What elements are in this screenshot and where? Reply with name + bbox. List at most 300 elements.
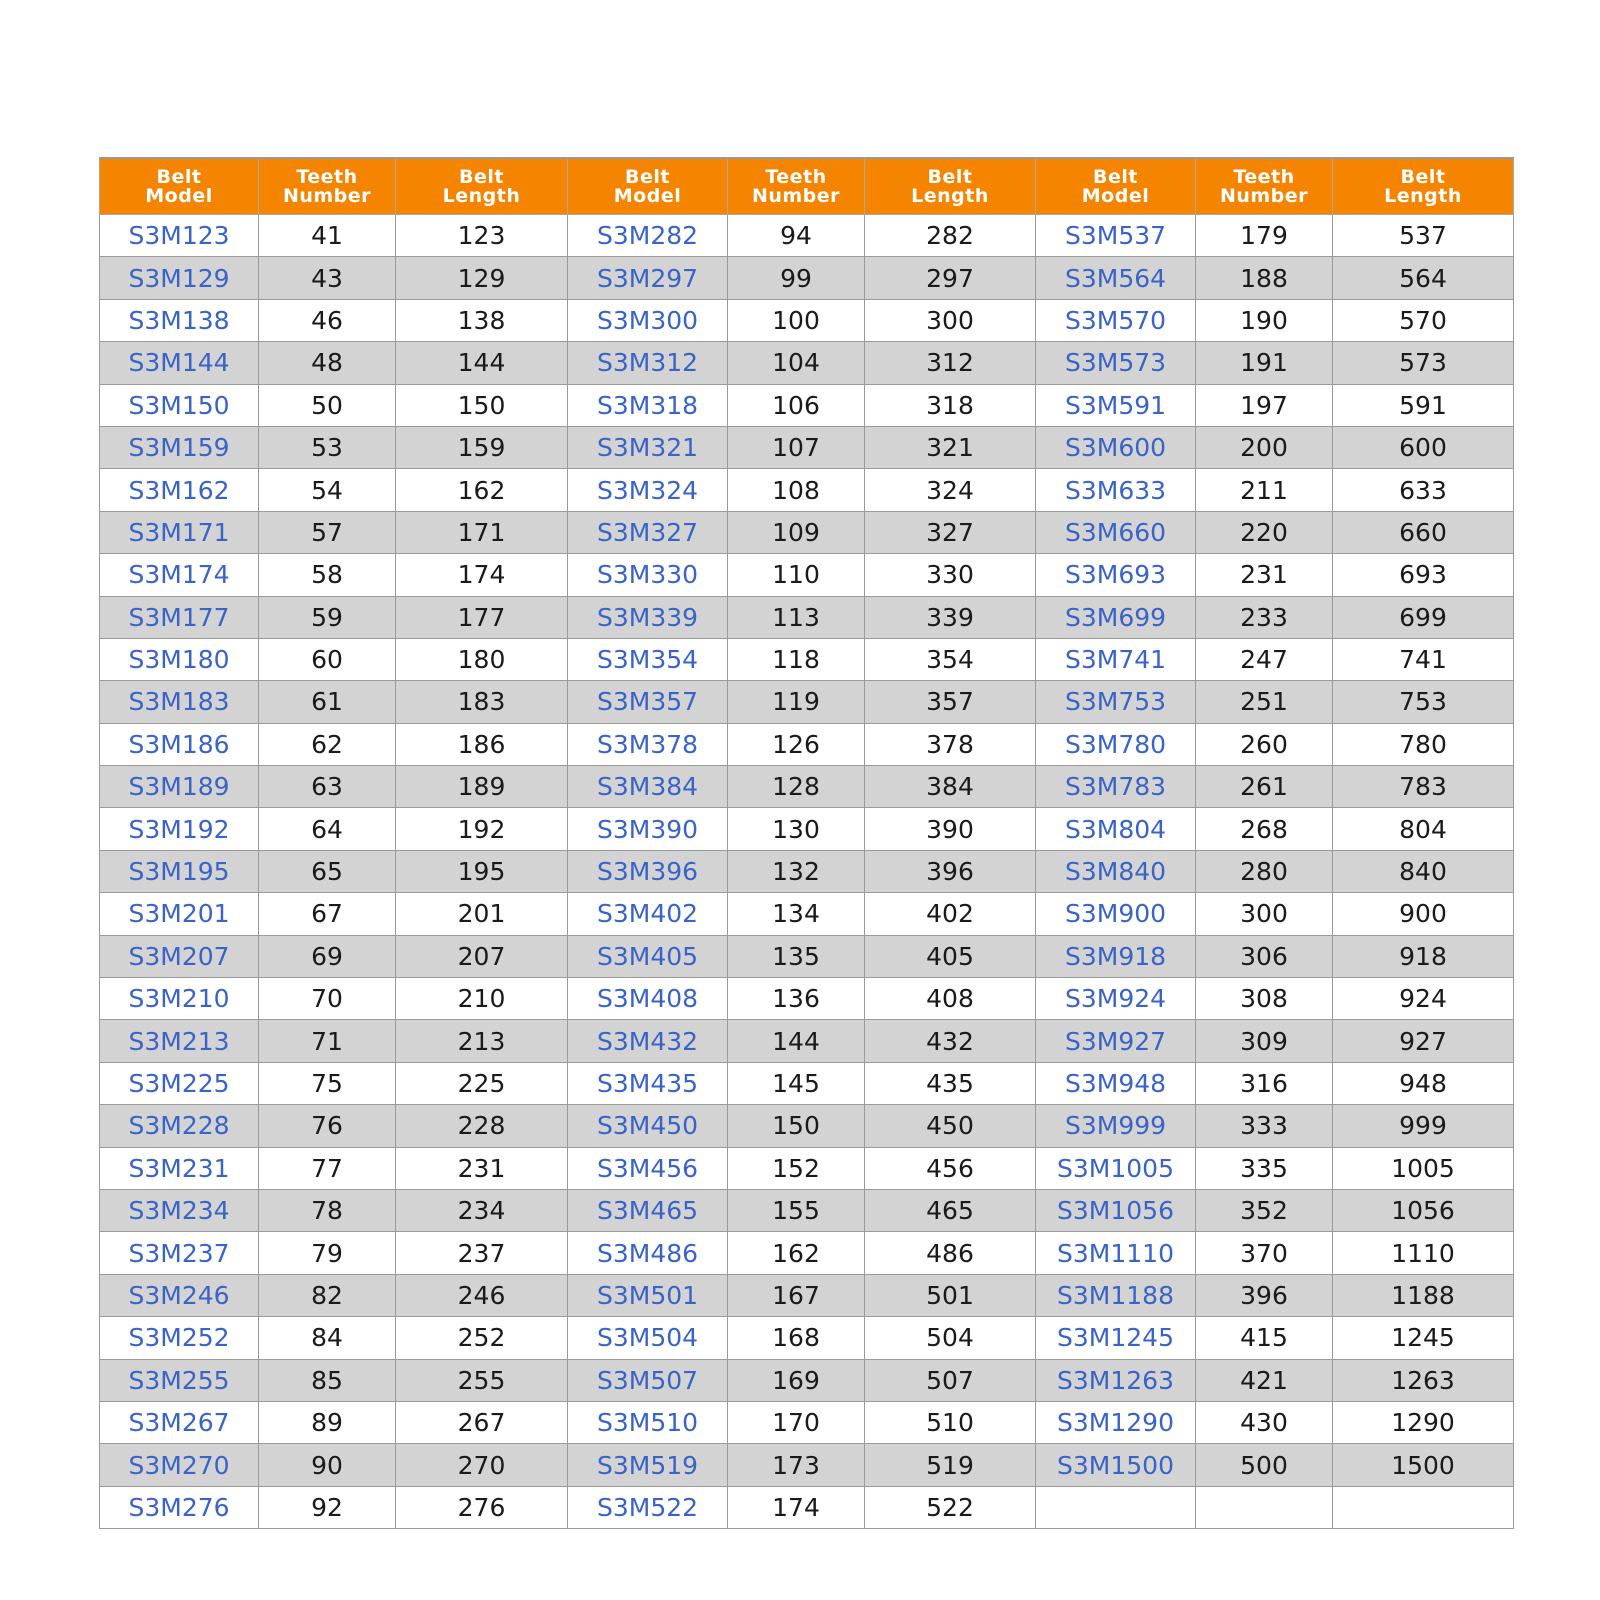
belt-length-cell: 753 [1333,681,1514,723]
belt-length-cell: 1500 [1333,1444,1514,1486]
belt-model-cell [100,935,259,977]
table-row [100,638,1514,680]
belt-model-link[interactable]: S3M1110 [1057,1238,1174,1268]
belt-model-link[interactable]: S3M189 [128,772,230,802]
belt-model-link[interactable]: S3M129 [128,263,230,293]
teeth-number-cell: 90 [259,1444,396,1486]
belt-model-link[interactable]: S3M783 [1064,772,1167,802]
table-row [100,766,1514,808]
belt-model-cell [100,638,259,680]
teeth-number-cell: 50 [259,384,396,426]
belt-model-cell [100,1274,259,1316]
belt-length-cell: 408 [865,978,1036,1020]
belt-length-cell: 384 [865,766,1036,808]
belt-model-cell [1036,808,1196,850]
belt-model-link[interactable]: S3M600 [1064,433,1167,463]
belt-model-link[interactable]: S3M339 [596,602,699,632]
teeth-number-cell: 43 [259,257,396,299]
header-belt-length-1: Belt Length [396,158,568,215]
belt-length-cell: 150 [396,384,568,426]
teeth-number-cell: 306 [1196,935,1333,977]
table-row [100,1401,1514,1443]
belt-length-cell: 144 [396,342,568,384]
belt-model-cell [568,1062,728,1104]
teeth-number-cell: 170 [728,1401,865,1443]
teeth-number-cell: 415 [1196,1317,1333,1359]
belt-model-link[interactable]: S3M660 [1064,517,1167,547]
table-row [100,342,1514,384]
teeth-number-cell: 220 [1196,511,1333,553]
belt-model-cell [100,978,259,1020]
teeth-number-cell: 370 [1196,1232,1333,1274]
belt-length-cell: 201 [396,893,568,935]
belt-model-link[interactable]: S3M693 [1064,560,1167,590]
belt-model-cell [568,681,728,723]
teeth-number-cell: 63 [259,766,396,808]
teeth-number-cell: 58 [259,554,396,596]
belt-model-cell [100,1232,259,1274]
belt-model-link[interactable]: S3M324 [596,475,699,505]
teeth-number-cell: 41 [259,215,396,257]
header-teeth-number-3: Teeth Number [1196,158,1333,215]
belt-length-cell: 225 [396,1062,568,1104]
belt-model-link[interactable]: S3M252 [128,1323,230,1353]
belt-model-cell [100,1147,259,1189]
header-row [100,158,1514,215]
belt-model-link[interactable]: S3M537 [1064,221,1167,251]
belt-length-cell: 339 [865,596,1036,638]
belt-model-cell [100,723,259,765]
belt-model-link[interactable]: S3M741 [1064,645,1167,675]
belt-length-cell: 522 [865,1486,1036,1528]
teeth-number-cell: 118 [728,638,865,680]
belt-model-link[interactable]: S3M804 [1064,814,1167,844]
belt-length-cell: 189 [396,766,568,808]
belt-length-cell: 573 [1333,342,1514,384]
table-row [100,681,1514,723]
belt-length-cell: 270 [396,1444,568,1486]
teeth-number-cell: 268 [1196,808,1333,850]
belt-model-link[interactable]: S3M840 [1064,857,1167,887]
belt-length-cell: 129 [396,257,568,299]
belt-model-link[interactable]: S3M900 [1064,899,1167,929]
belt-model-link[interactable]: S3M504 [596,1323,699,1353]
belt-model-cell [568,808,728,850]
belt-model-cell [100,1317,259,1359]
belt-length-cell: 327 [865,511,1036,553]
belt-length-cell: 324 [865,469,1036,511]
belt-length-cell: 507 [865,1359,1036,1401]
belt-model-link[interactable]: S3M1245 [1057,1323,1174,1353]
belt-length-cell: 699 [1333,596,1514,638]
teeth-number-cell: 500 [1196,1444,1333,1486]
teeth-number-cell: 79 [259,1232,396,1274]
belt-model-link[interactable]: S3M1500 [1057,1450,1174,1480]
belt-length-cell: 276 [396,1486,568,1528]
belt-model-link[interactable]: S3M270 [128,1450,230,1480]
belt-length-cell: 840 [1333,850,1514,892]
belt-model-link[interactable]: S3M276 [128,1492,230,1522]
belt-model-cell [1036,766,1196,808]
belt-length-cell: 318 [865,384,1036,426]
table-row [100,978,1514,1020]
teeth-number-cell: 233 [1196,596,1333,638]
teeth-number-cell: 145 [728,1062,865,1104]
belt-model-cell [100,384,259,426]
belt-model-cell [568,766,728,808]
belt-model-cell [100,1189,259,1231]
belt-model-cell [1036,935,1196,977]
belt-model-link[interactable]: S3M213 [128,1026,230,1056]
belt-model-link[interactable]: S3M999 [1064,1111,1167,1141]
belt-model-link[interactable]: S3M327 [596,517,699,547]
belt-length-cell: 321 [865,426,1036,468]
table-row [100,723,1514,765]
teeth-number-cell: 251 [1196,681,1333,723]
header-belt-model-2: Belt Model [568,158,728,215]
belt-model-link[interactable]: S3M564 [1064,263,1167,293]
table-row [100,596,1514,638]
teeth-number-cell: 260 [1196,723,1333,765]
belt-model-link[interactable]: S3M195 [128,857,230,887]
belt-model-cell [100,1062,259,1104]
belt-model-link[interactable]: S3M918 [1064,941,1167,971]
table-row [100,215,1514,257]
teeth-number-cell: 130 [728,808,865,850]
teeth-number-cell: 136 [728,978,865,1020]
belt-length-cell: 432 [865,1020,1036,1062]
table-row [100,1274,1514,1316]
teeth-number-cell: 69 [259,935,396,977]
belt-model-link[interactable]: S3M231 [128,1153,230,1183]
belt-model-link[interactable]: S3M255 [128,1365,230,1395]
teeth-number-cell: 144 [728,1020,865,1062]
belt-model-cell [568,215,728,257]
belt-model-cell [568,257,728,299]
belt-model-link[interactable]: S3M207 [128,941,230,971]
belt-length-cell: 1005 [1333,1147,1514,1189]
belt-length-cell: 246 [396,1274,568,1316]
teeth-number-cell: 110 [728,554,865,596]
teeth-number-cell: 107 [728,426,865,468]
belt-model-cell [568,1189,728,1231]
table-row [100,426,1514,468]
belt-model-cell [100,215,259,257]
belt-model-cell [1036,426,1196,468]
header-teeth-number-1: Teeth Number [259,158,396,215]
belt-model-cell [568,850,728,892]
teeth-number-cell: 70 [259,978,396,1020]
belt-length-cell: 162 [396,469,568,511]
belt-model-link[interactable]: S3M177 [128,602,230,632]
belt-model-cell [568,1147,728,1189]
belt-model-link[interactable]: S3M186 [128,729,230,759]
belt-model-link[interactable]: S3M384 [596,772,699,802]
belt-length-cell: 192 [396,808,568,850]
belt-model-link[interactable]: S3M753 [1064,687,1167,717]
belt-model-link[interactable]: S3M321 [596,433,699,463]
table-row [100,1147,1514,1189]
belt-model-link[interactable]: S3M354 [596,645,699,675]
belt-length-cell: 390 [865,808,1036,850]
belt-length-cell: 450 [865,1105,1036,1147]
belt-model-link[interactable]: S3M1290 [1057,1408,1174,1438]
belt-model-link[interactable]: S3M405 [596,941,699,971]
teeth-number-cell: 59 [259,596,396,638]
belt-length-cell: 504 [865,1317,1036,1359]
teeth-number-cell: 167 [728,1274,865,1316]
belt-model-link[interactable]: S3M1263 [1057,1365,1174,1395]
belt-model-link[interactable]: S3M267 [128,1408,230,1438]
belt-model-link[interactable]: S3M432 [596,1026,699,1056]
belt-model-link[interactable]: S3M300 [596,305,699,335]
teeth-number-cell: 308 [1196,978,1333,1020]
belt-model-cell [1036,1317,1196,1359]
belt-model-link[interactable]: S3M633 [1064,475,1167,505]
belt-length-cell: 213 [396,1020,568,1062]
belt-length-cell: 564 [1333,257,1514,299]
belt-model-link[interactable]: S3M435 [596,1069,699,1098]
belt-model-link[interactable]: S3M570 [1064,305,1167,335]
belt-model-link[interactable]: S3M1188 [1057,1280,1174,1310]
belt-model-link[interactable]: S3M927 [1064,1026,1167,1056]
teeth-number-cell: 94 [728,215,865,257]
belt-model-cell [100,554,259,596]
belt-model-link[interactable]: S3M456 [596,1153,699,1183]
teeth-number-cell: 155 [728,1189,865,1231]
belt-length-cell: 186 [396,723,568,765]
teeth-number-cell: 280 [1196,850,1333,892]
teeth-number-cell: 46 [259,299,396,341]
belt-length-cell: 501 [865,1274,1036,1316]
table-row [100,511,1514,553]
table-row [100,554,1514,596]
teeth-number-cell: 76 [259,1105,396,1147]
belt-length-cell: 570 [1333,299,1514,341]
teeth-number-cell: 75 [259,1062,396,1104]
belt-model-link[interactable]: S3M228 [128,1111,230,1141]
belt-model-cell [100,808,259,850]
belt-model-link[interactable]: S3M183 [128,687,230,717]
belt-model-link[interactable]: S3M174 [128,560,230,590]
teeth-number-cell: 300 [1196,893,1333,935]
belt-model-link[interactable]: S3M150 [128,390,230,420]
belt-model-link[interactable]: S3M180 [128,645,230,675]
teeth-number-cell: 65 [259,850,396,892]
belt-model-cell [1036,1444,1196,1486]
belt-model-link[interactable]: S3M510 [596,1408,699,1438]
teeth-number-cell: 71 [259,1020,396,1062]
belt-length-cell: 231 [396,1147,568,1189]
belt-length-cell: 693 [1333,554,1514,596]
belt-model-cell [568,1232,728,1274]
belt-model-link[interactable]: S3M297 [596,263,699,293]
teeth-number-cell: 352 [1196,1189,1333,1231]
belt-length-cell: 195 [396,850,568,892]
belt-model-link[interactable]: S3M486 [596,1238,699,1268]
teeth-number-cell: 197 [1196,384,1333,426]
teeth-number-cell: 57 [259,511,396,553]
belt-model-link[interactable]: S3M1056 [1057,1196,1174,1226]
teeth-number-cell: 62 [259,723,396,765]
belt-length-cell: 357 [865,681,1036,723]
belt-model-cell [568,1401,728,1443]
header-belt-model-1: Belt Model [100,158,259,215]
teeth-number-cell: 119 [728,681,865,723]
belt-length-cell: 465 [865,1189,1036,1231]
belt-model-cell [100,596,259,638]
belt-length-cell: 510 [865,1401,1036,1443]
belt-model-link[interactable]: S3M948 [1064,1069,1167,1098]
belt-length-cell: 252 [396,1317,568,1359]
teeth-number-cell: 104 [728,342,865,384]
belt-model-cell [100,1020,259,1062]
header-belt-model-3: Belt Model [1036,158,1196,215]
belt-length-cell: 123 [396,215,568,257]
belt-length-cell: 900 [1333,893,1514,935]
belt-length-cell: 207 [396,935,568,977]
belt-model-link[interactable]: S3M573 [1064,348,1167,378]
belt-model-cell [100,1359,259,1401]
teeth-number-cell [1196,1486,1333,1528]
belt-length-cell: 435 [865,1062,1036,1104]
belt-model-link[interactable]: S3M159 [128,433,230,463]
belt-model-cell [100,299,259,341]
belt-length-cell: 780 [1333,723,1514,765]
belt-model-cell [568,511,728,553]
teeth-number-cell: 335 [1196,1147,1333,1189]
table-row [100,384,1514,426]
teeth-number-cell: 316 [1196,1062,1333,1104]
belt-model-cell [100,257,259,299]
belt-model-cell [1036,681,1196,723]
belt-model-cell [1036,596,1196,638]
belt-length-cell: 918 [1333,935,1514,977]
table-row [100,1105,1514,1147]
belt-length-cell: 1245 [1333,1317,1514,1359]
belt-model-cell [568,1274,728,1316]
belt-model-link[interactable]: S3M318 [596,390,699,420]
belt-model-cell [568,384,728,426]
belt-model-link[interactable]: S3M924 [1064,984,1167,1014]
belt-model-link[interactable]: S3M123 [128,221,230,251]
teeth-number-cell: 421 [1196,1359,1333,1401]
teeth-number-cell: 100 [728,299,865,341]
belt-length-cell: 591 [1333,384,1514,426]
teeth-number-cell: 150 [728,1105,865,1147]
belt-length-cell: 804 [1333,808,1514,850]
belt-model-cell [1036,1105,1196,1147]
teeth-number-cell: 85 [259,1359,396,1401]
belt-model-link[interactable]: S3M507 [596,1365,699,1395]
belt-model-link[interactable]: S3M234 [128,1196,230,1226]
belt-model-link[interactable]: S3M237 [128,1238,230,1268]
belt-model-cell [568,342,728,384]
belt-model-link[interactable]: S3M699 [1064,602,1167,632]
teeth-number-cell: 84 [259,1317,396,1359]
belt-length-cell: 174 [396,554,568,596]
belt-model-link[interactable]: S3M282 [596,221,699,251]
belt-model-link[interactable]: S3M357 [596,687,699,717]
teeth-number-cell: 134 [728,893,865,935]
belt-model-link[interactable]: S3M162 [128,475,230,505]
belt-model-link[interactable]: S3M246 [128,1280,230,1310]
belt-model-link[interactable]: S3M465 [596,1196,699,1226]
belt-model-link[interactable]: S3M192 [128,814,230,844]
belt-model-link[interactable]: S3M522 [596,1492,699,1522]
belt-length-cell: 210 [396,978,568,1020]
belt-length-cell: 300 [865,299,1036,341]
belt-length-cell: 234 [396,1189,568,1231]
belt-length-cell: 1290 [1333,1401,1514,1443]
belt-model-cell [568,596,728,638]
belt-model-cell [100,511,259,553]
belt-model-link[interactable]: S3M225 [128,1069,230,1098]
belt-model-cell [100,426,259,468]
belt-model-link[interactable]: S3M312 [596,348,699,378]
teeth-number-cell: 179 [1196,215,1333,257]
teeth-number-cell: 396 [1196,1274,1333,1316]
teeth-number-cell: 108 [728,469,865,511]
belt-length-cell: 924 [1333,978,1514,1020]
belt-model-link[interactable]: S3M171 [128,517,230,547]
belt-model-link[interactable]: S3M501 [596,1280,699,1310]
belt-model-link[interactable]: S3M378 [596,729,699,759]
belt-model-link[interactable]: S3M1005 [1057,1153,1174,1183]
belt-model-link[interactable]: S3M519 [596,1450,699,1480]
belt-model-cell [568,978,728,1020]
belt-model-link[interactable]: S3M396 [596,857,699,887]
belt-model-link[interactable]: S3M408 [596,984,699,1014]
belt-length-cell: 396 [865,850,1036,892]
belt-length-cell: 183 [396,681,568,723]
belt-model-cell [1036,1062,1196,1104]
belt-length-cell: 1188 [1333,1274,1514,1316]
belt-model-cell [100,893,259,935]
belt-model-cell [1036,215,1196,257]
table-row [100,1486,1514,1528]
header-belt-length-2: Belt Length [865,158,1036,215]
belt-model-link[interactable]: S3M390 [596,814,699,844]
table-row [100,850,1514,892]
belt-model-link[interactable]: S3M330 [596,560,699,590]
belt-model-link[interactable]: S3M450 [596,1111,699,1141]
belt-model-link[interactable]: S3M210 [128,984,230,1014]
belt-model-link[interactable]: S3M402 [596,899,699,929]
belt-model-link[interactable]: S3M780 [1064,729,1167,759]
belt-model-cell [1036,384,1196,426]
teeth-number-cell: 109 [728,511,865,553]
belt-model-cell [1036,1020,1196,1062]
belt-length-cell: 297 [865,257,1036,299]
teeth-number-cell: 430 [1196,1401,1333,1443]
belt-model-cell [100,766,259,808]
belt-model-cell [568,1444,728,1486]
teeth-number-cell: 77 [259,1147,396,1189]
belt-model-link[interactable]: S3M138 [128,305,230,335]
belt-model-cell [100,681,259,723]
belt-model-link[interactable]: S3M144 [128,348,230,378]
belt-length-cell: 171 [396,511,568,553]
teeth-number-cell: 60 [259,638,396,680]
belt-length-cell: 138 [396,299,568,341]
belt-model-cell [1036,511,1196,553]
table-row [100,808,1514,850]
belt-model-link[interactable]: S3M201 [128,899,230,929]
belt-model-link[interactable]: S3M591 [1064,390,1167,420]
belt-model-cell [100,1105,259,1147]
table-header [100,158,1514,215]
